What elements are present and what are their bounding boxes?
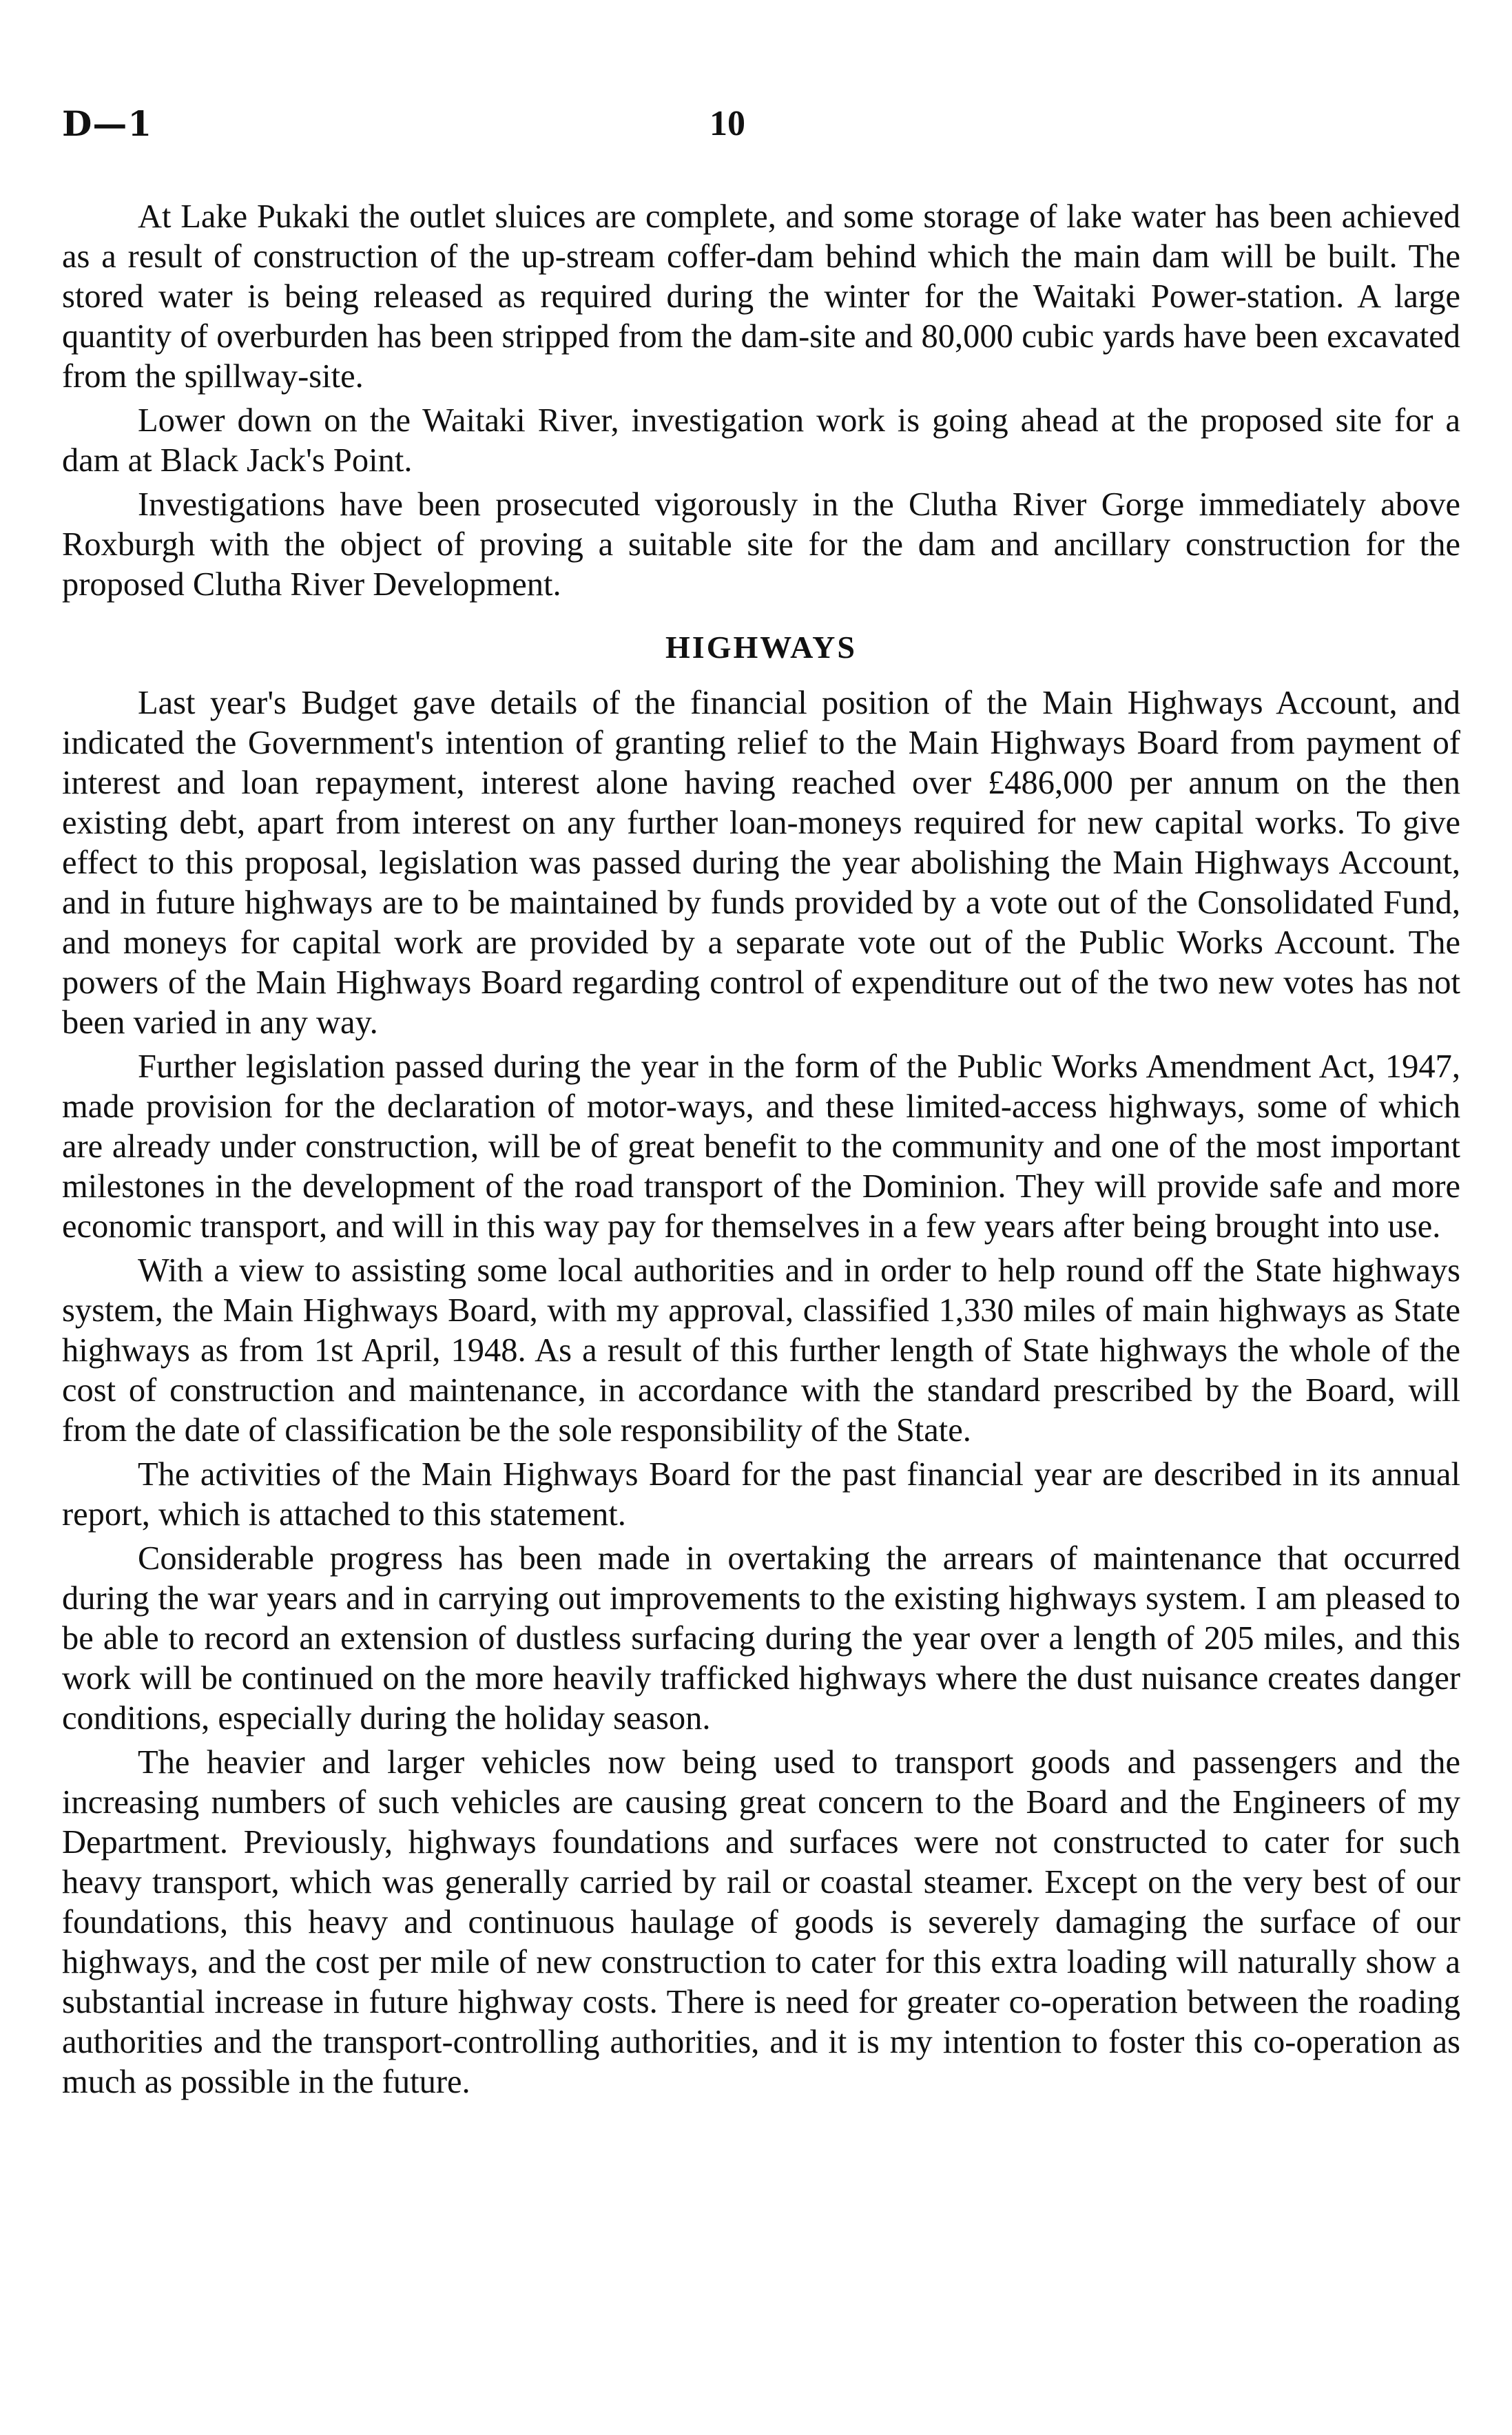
paragraph-state-highways-classification: With a view to assisting some local authorities and in order to help round off the State highways system, the Main Highways Board, with my approval, classified 1,330 miles of main highways as State highways as from 1st April, 1948. As a result of this further length of State highways the whole of the cost of construction and maintenance, in accordance with the standard prescribed by the Board, will from the date of classification be the sole responsibility of the State. <box>62 1252 1460 1449</box>
page-header <box>62 103 1453 152</box>
paragraph-waitaki-river: Lower down on the Waitaki River, investigation work is going ahead at the proposed site for a dam at Black Jack's Point. <box>62 402 1460 479</box>
section-heading-highways: HIGHWAYS <box>665 630 857 665</box>
paragraph-clutha-river: Investigations have been prosecuted vigorously in the Clutha River Gorge immediately above Roxburgh with the object of proving a suitable site for the dam and ancillary construction for the proposed Clutha River Development. <box>62 486 1460 603</box>
paragraph-main-highways-account: Last year's Budget gave details of the financial position of the Main Highways Account, and indicated the Government's intention of granting relief to the Main Highways Board from payment of interest and loan repayment, interest alone having reached over £486,000 per annum on the then existing debt, apart from interest on any further loan-moneys required for new capital works. To give effect to this proposal, legislation was passed during the year abolishing the Main Highways Account, and in future highways are to be maintained by funds provided by a vote out of the Consolidated Fund, and moneys for capital work are provided by a separate vote out of the Public Works Account. The powers of the Main Highways Board regarding control of expenditure out of the two new votes has not been varied in any way. <box>62 685 1460 1041</box>
page-number: 10 <box>710 104 745 143</box>
body-text <box>62 197 1460 2106</box>
paragraph-lake-pukaki: At Lake Pukaki the outlet sluices are complete, and some storage of lake water has been achieved as a result of construction of the up-stream coffer-dam behind which the main dam will be built. The stored water is being released as required during the winter for the Waitaki Power-station. A large quantity of overburden has been stripped from the dam-site and 80,000 cubic yards have been excavated from the spillway-site. <box>62 198 1460 395</box>
paragraph-maintenance-progress: Considerable progress has been made in overtaking the arrears of maintenance that occurred during the war years and in carrying out improvements to the existing highways system. I am pleased to be able to record an extension of dustless surfacing during the year over a length of 205 miles, and this work will be continued on the more heavily trafficked highways where the dust nuisance creates danger conditions, especially during the holiday season. <box>62 1540 1460 1737</box>
paragraph-annual-report: The activities of the Main Highways Board for the past financial year are described in its annual report, which is attached to this statement. <box>62 1456 1460 1533</box>
document-code: D—1 <box>62 103 153 144</box>
paragraph-heavy-vehicles: The heavier and larger vehicles now being used to transport goods and passengers and the increasing numbers of such vehicles are causing great concern to the Board and the Engineers of my Department. Previously, highways foundations and surfaces were not constructed to cater for such heavy transport, which was generally carried by rail or coastal steamer. Except on the very best of our foundations, this heavy and continuous haulage of goods is severely damaging the surface of our highways, and the cost per mile of new construction to cater for this extra loading will naturally show a substantial increase in future highway costs. There is need for greater co-operation between the roading authorities and the transport-controlling authorities, and it is my intention to foster this co-operation as much as possible in the future. <box>62 1744 1460 2100</box>
paragraph-public-works-amendment: Further legislation passed during the year in the form of the Public Works Amendment Act, 1947, made provision for the declaration of motor-ways, and these limited-access highways, some of which are already under construction, will be of great benefit to the community and one of the most important milestones in the development of the road transport of the Dominion. They will provide safe and more economic transport, and will in this way pay for themselves in a few years after being brought into use. <box>62 1048 1460 1245</box>
